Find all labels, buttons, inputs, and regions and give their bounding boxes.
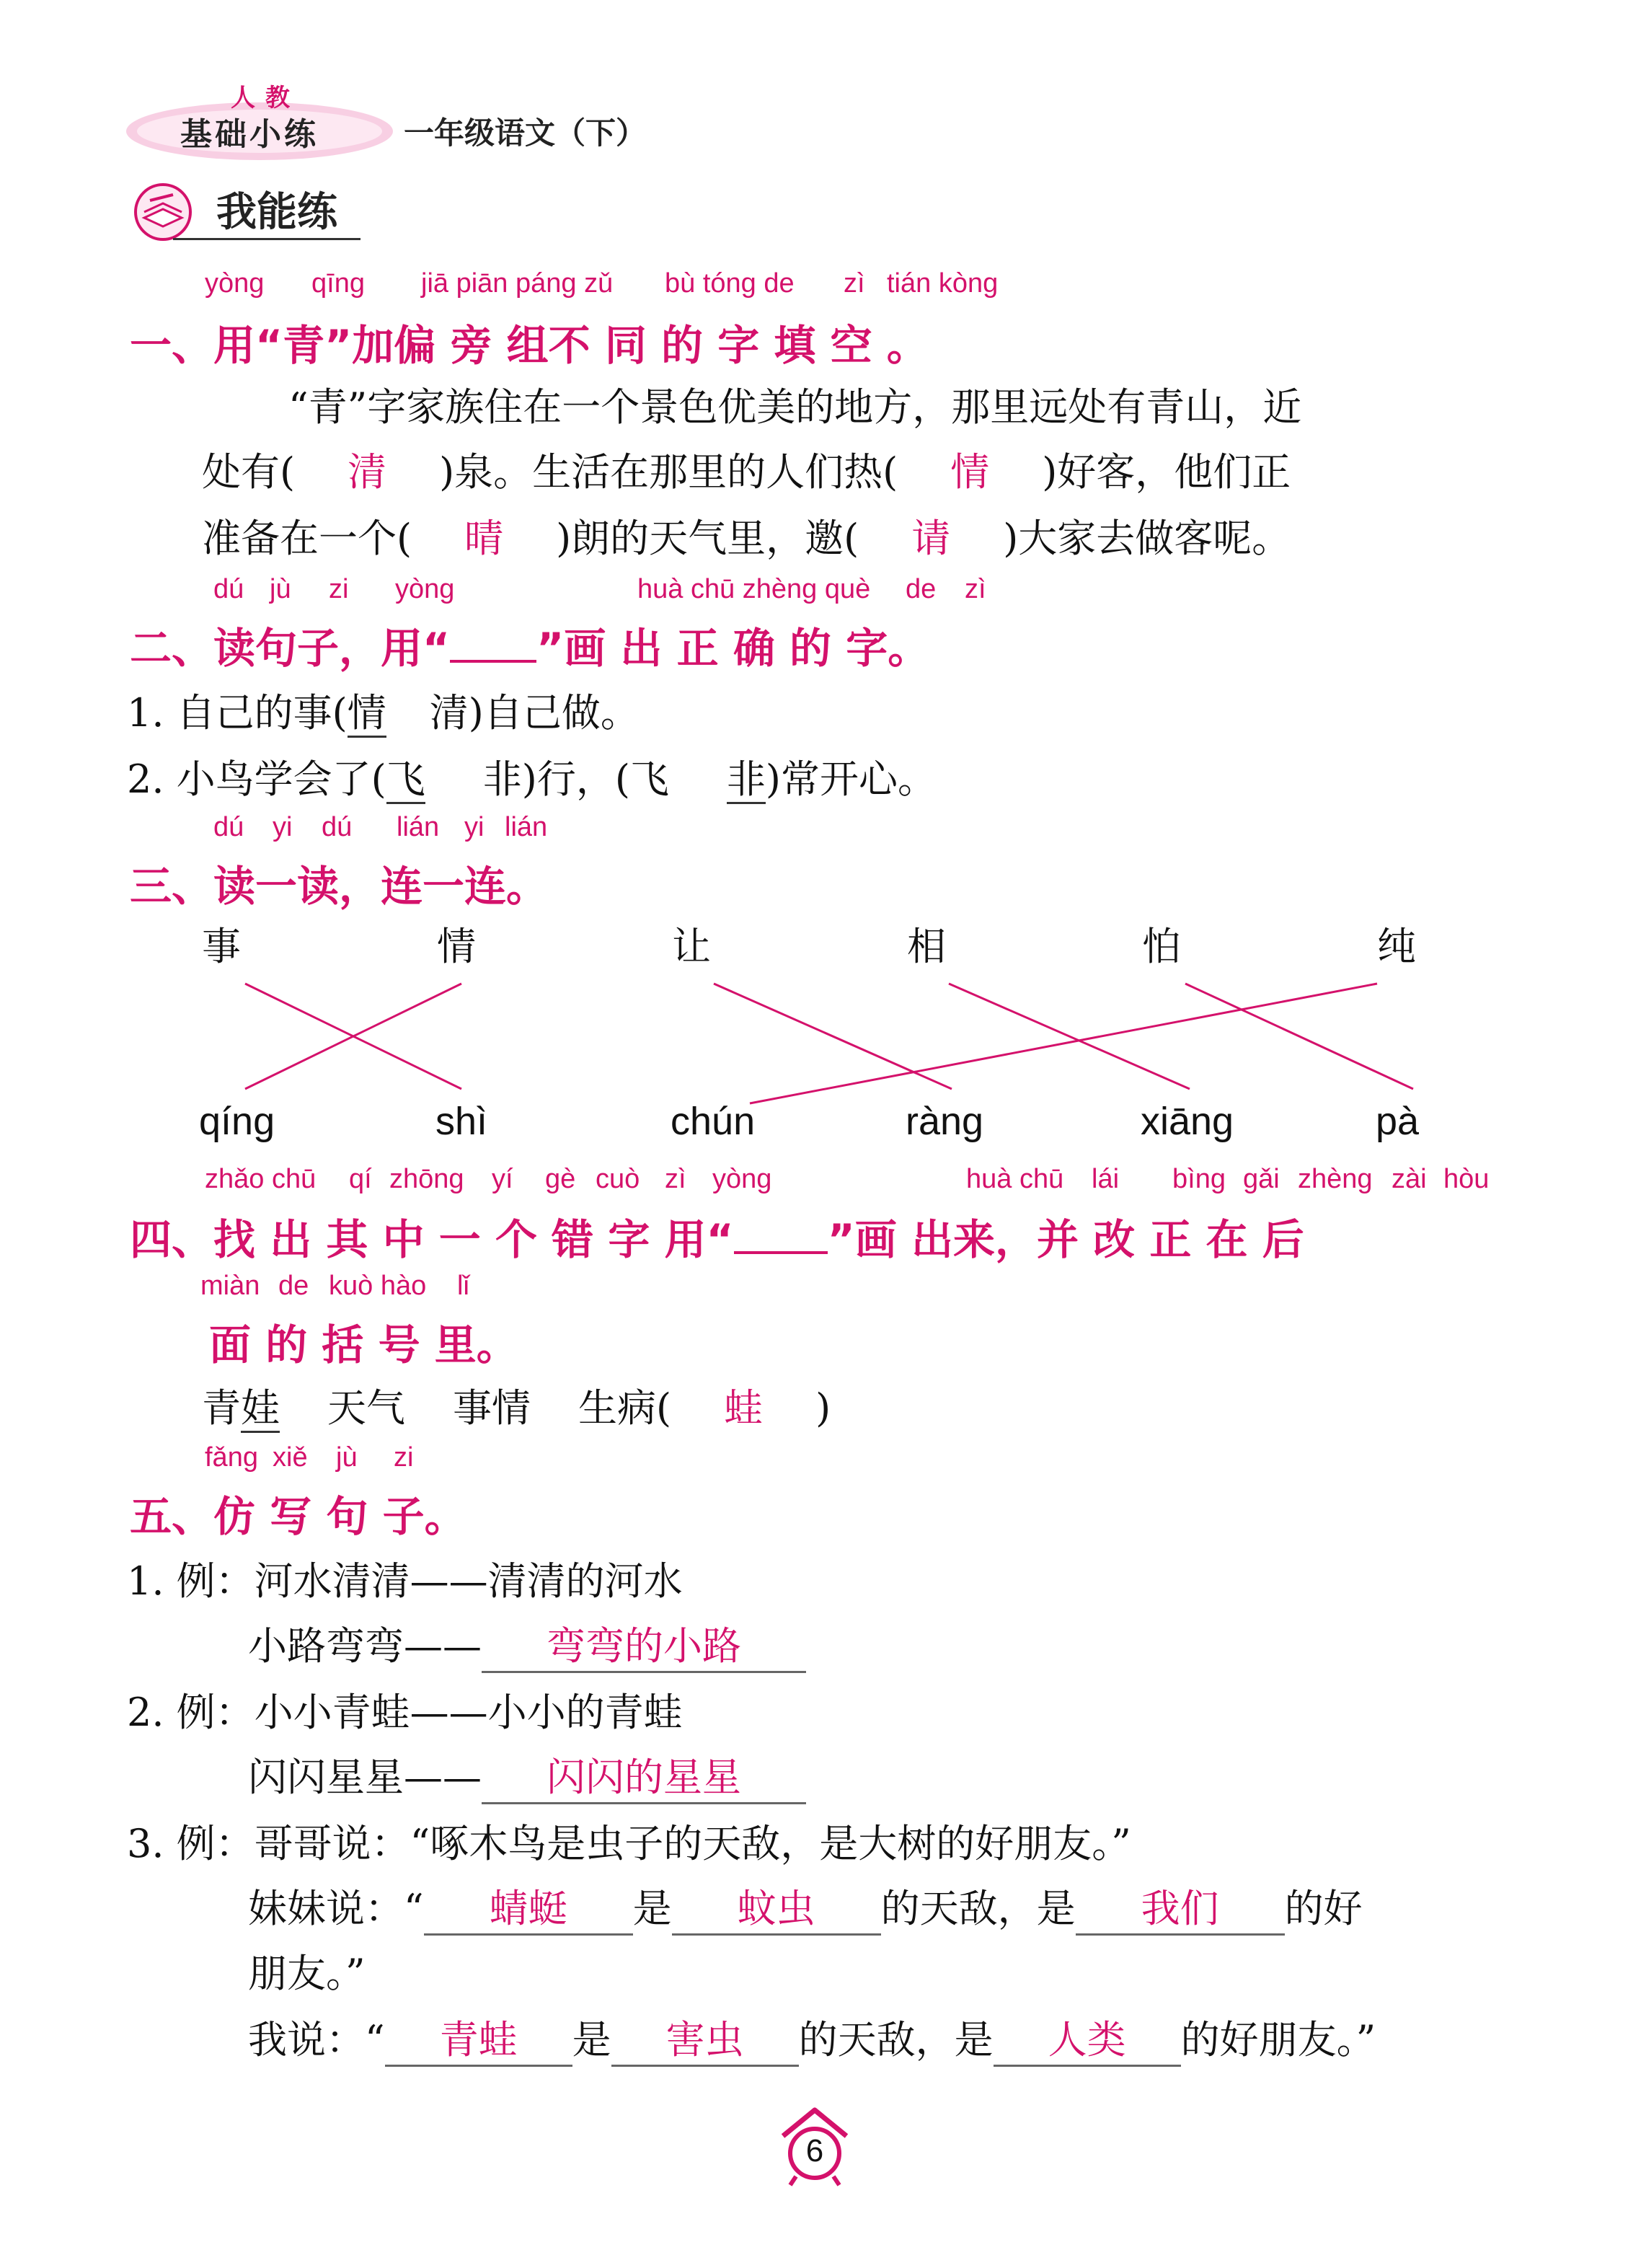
q5-item-4-answer-3[interactable]: 人类: [994, 2009, 1181, 2067]
q5-pinyin-2: xiě: [273, 1442, 308, 1473]
q4-pinyin-13: zhèng: [1298, 1164, 1373, 1194]
q4-pinyin-10: lái: [1092, 1164, 1120, 1194]
q4-pinyin2-3: kuò hào: [329, 1271, 427, 1301]
q5-item-4: [248, 2009, 1376, 2067]
q5-item-2: [248, 1747, 806, 1804]
q2-pinyin-4: yòng: [395, 574, 455, 604]
q5-title: 五、仿 写 句 子。: [130, 1492, 466, 1541]
q1-line-3-b: )朗的天气里，邀(: [556, 516, 859, 561]
q5-item-3-line-1: [248, 1878, 1363, 1936]
q5-item-4-b: 是: [572, 2017, 611, 2062]
q2-pinyin-1: dú: [213, 574, 244, 604]
q2-title-a: 二、读句子，用“: [130, 624, 451, 673]
q1-title: 一、用“青”加偏 旁 组不 同 的 字 填 空 。: [130, 321, 929, 370]
q2-s1-a: 1. 自己的事(: [127, 690, 348, 736]
q2-pinyin-5: huà chū zhèng què: [637, 574, 871, 604]
q3-pinyin-5: yi: [464, 812, 485, 842]
q5-item-1: [248, 1615, 806, 1673]
q5-pinyin-1: fǎng: [205, 1442, 258, 1473]
q4-title-1a: 四、找 出 其 中 一 个 错 字 用“: [130, 1215, 734, 1264]
q4-pinyin-11: bìng: [1172, 1164, 1226, 1194]
q5-pinyin-3: jù: [336, 1442, 358, 1473]
q5-example-2: 2. 例：小小青蛙——小小的青蛙: [127, 1690, 683, 1735]
q4-words: [202, 1377, 831, 1433]
q5-item-3-b: 是: [632, 1886, 672, 1931]
q2-s2-b: )行，(: [521, 756, 630, 802]
q3-char-4[interactable]: 相: [907, 924, 946, 969]
page-number: 6: [805, 2133, 824, 2168]
q3-pinyin-option-3[interactable]: chún: [671, 1100, 756, 1143]
q2-pinyin-3: zi: [329, 574, 349, 604]
q3-link-4: [949, 984, 1190, 1089]
q5-item-4-d: 的好朋友。”: [1180, 2017, 1376, 2062]
q4-pinyin-3: zhōng: [389, 1164, 464, 1194]
q4-word-4b: ): [815, 1385, 831, 1431]
q3-link-3: [714, 984, 952, 1089]
q4-pinyin-8: yòng: [712, 1164, 772, 1194]
section-label: 我能练: [216, 189, 337, 236]
q1-pinyin-5: zì: [844, 268, 865, 299]
q3-pinyin-option-6[interactable]: pà: [1376, 1100, 1420, 1143]
q3-pinyin-option-5[interactable]: xiāng: [1141, 1100, 1234, 1143]
q3-pinyin-1: dú: [213, 812, 244, 842]
q2-s1-option-2[interactable]: 清: [429, 690, 469, 736]
q4-word-4a: 生病(: [578, 1385, 672, 1431]
q2-s2-a: 2. 小鸟学会了(: [127, 756, 386, 802]
q4-pinyin-9: huà chū: [966, 1164, 1064, 1194]
q5-item-3-c: 的天敌，是: [880, 1886, 1076, 1931]
q2-pinyin-7: zì: [965, 574, 986, 604]
q5-item-3-a: 妹妹说：“: [248, 1886, 424, 1931]
q5-item-3-answer-2[interactable]: 蚊虫: [672, 1878, 881, 1936]
q2-s1-option-1[interactable]: 情: [348, 690, 386, 738]
q4-title-1b: ”画 出来，并 改 正 在 后: [827, 1215, 1304, 1264]
q1-answer-4[interactable]: 请: [911, 516, 951, 561]
q1-pinyin-4: bù tóng de: [665, 268, 795, 299]
series-title: 基础小练: [180, 116, 319, 153]
q3-title: 三、读一读，连一连。: [130, 862, 549, 911]
q3-pinyin-3: dú: [322, 812, 353, 842]
q5-item-3-answer-1[interactable]: 蜻蜓: [424, 1878, 633, 1936]
q4-pinyin-12: gǎi: [1243, 1164, 1280, 1194]
q3-pinyin-4: lián: [397, 812, 440, 842]
q3-pinyin-2: yi: [273, 812, 293, 842]
q3-pinyin-option-1[interactable]: qíng: [199, 1100, 275, 1143]
q2-pinyin-2: jù: [270, 574, 291, 604]
q1-pinyin-1: yòng: [205, 268, 265, 299]
q4-pinyin2-4: lǐ: [457, 1271, 469, 1301]
q4-pinyin-4: yí: [492, 1164, 513, 1194]
q5-pinyin-4: zi: [394, 1442, 414, 1473]
q4-pinyin2-1: miàn: [200, 1271, 260, 1301]
q5-item-3-d: 的好: [1284, 1886, 1363, 1931]
q4-title-line-2: 面 的 括 号 里。: [209, 1320, 518, 1369]
q2-s2-option-1[interactable]: 飞: [386, 756, 425, 804]
q2-title-b: ”画 出 正 确 的 字。: [536, 624, 930, 673]
q2-s1-b: )自己做。: [468, 690, 640, 736]
subject-title: 一年级语文（下）: [404, 115, 647, 151]
q4-word-1-error[interactable]: 娃: [241, 1385, 280, 1433]
q4-word-3: 事情: [453, 1385, 531, 1431]
q4-pinyin-6: cuò: [596, 1164, 640, 1194]
q5-example-1: 1. 例：河水清清——清清的河水: [127, 1558, 683, 1604]
q3-char-2[interactable]: 情: [437, 924, 476, 969]
q3-pinyin-option-4[interactable]: ràng: [906, 1100, 984, 1143]
q1-line-2-b: )泉。生活在那里的人们热(: [439, 449, 898, 495]
publisher-label: 人教: [231, 84, 300, 112]
q3-pinyin-option-2[interactable]: shì: [435, 1100, 488, 1143]
q4-underline-sample: [734, 1222, 828, 1254]
q5-item-4-a: 我说：“: [248, 2017, 385, 2062]
q3-char-1[interactable]: 事: [202, 924, 241, 969]
q1-pinyin-3: jiā piān páng zǔ: [421, 268, 614, 299]
q5-example-3: 3. 例：哥哥说：“啄木鸟是虫子的天敌，是大树的好朋友。”: [127, 1821, 1131, 1866]
q2-s2-option-3[interactable]: 飞: [629, 756, 669, 802]
q5-item-3-answer-3[interactable]: 我们: [1076, 1878, 1285, 1936]
q1-line-3-a: 准备在一个(: [202, 516, 412, 561]
q4-answer[interactable]: 蛙: [724, 1385, 764, 1431]
q2-s2-c: )常开心。: [765, 756, 937, 802]
q4-pinyin-7: zì: [665, 1164, 686, 1194]
q1-answer-2[interactable]: 情: [950, 449, 990, 495]
q2-s2-option-4[interactable]: 非: [727, 756, 766, 804]
q4-pinyin-5: gè: [545, 1164, 576, 1194]
q4-title-line-1: [130, 1206, 1304, 1266]
q2-pinyin-6: de: [906, 574, 937, 604]
q3-char-5[interactable]: 怕: [1142, 924, 1181, 969]
q4-word-2: 天气: [327, 1385, 405, 1431]
q1-answer-3[interactable]: 晴: [464, 516, 504, 561]
q1-line-3-c: )大家去做客呢。: [1003, 516, 1291, 561]
q5-item-3-line-2: 朋友。”: [248, 1951, 366, 1996]
q1-line-2-c: )好客，他们正: [1042, 449, 1291, 495]
q4-pinyin-1: zhǎo chū: [205, 1164, 317, 1194]
q2-s2-option-2[interactable]: 非: [482, 756, 522, 802]
q3-pinyin-6: lián: [505, 812, 548, 842]
q1-pinyin-2: qīng: [311, 268, 365, 299]
q5-item-1-prompt: 小路弯弯——: [248, 1623, 482, 1669]
q5-item-2-answer[interactable]: 闪闪的星星: [482, 1747, 806, 1804]
q4-pinyin2-2: de: [278, 1271, 309, 1301]
q4-pinyin-2: qí: [349, 1164, 372, 1194]
q1-answer-1[interactable]: 清: [348, 449, 387, 495]
q5-item-4-answer-1[interactable]: 青蛙: [385, 2009, 572, 2067]
q3-link-6: [750, 984, 1377, 1103]
q5-item-2-prompt: 闪闪星星——: [248, 1755, 482, 1800]
q1-line-1: “青”字家族住在一个景色优美的地方，那里远处有青山，近: [288, 384, 1302, 430]
q5-item-4-answer-2[interactable]: 害虫: [611, 2009, 799, 2067]
q1-line-2-a: 处有(: [202, 449, 296, 495]
q5-item-1-answer[interactable]: 弯弯的小路: [482, 1615, 806, 1673]
q4-word-1a: 青: [202, 1385, 241, 1431]
q3-char-3[interactable]: 让: [672, 924, 711, 969]
q4-pinyin-14: zài: [1392, 1164, 1427, 1194]
q3-char-6[interactable]: 纯: [1377, 924, 1416, 969]
q1-pinyin-6: tián kòng: [887, 268, 999, 299]
q5-item-4-c: 的天敌，是: [798, 2017, 994, 2062]
q4-pinyin-15: hòu: [1443, 1164, 1490, 1194]
